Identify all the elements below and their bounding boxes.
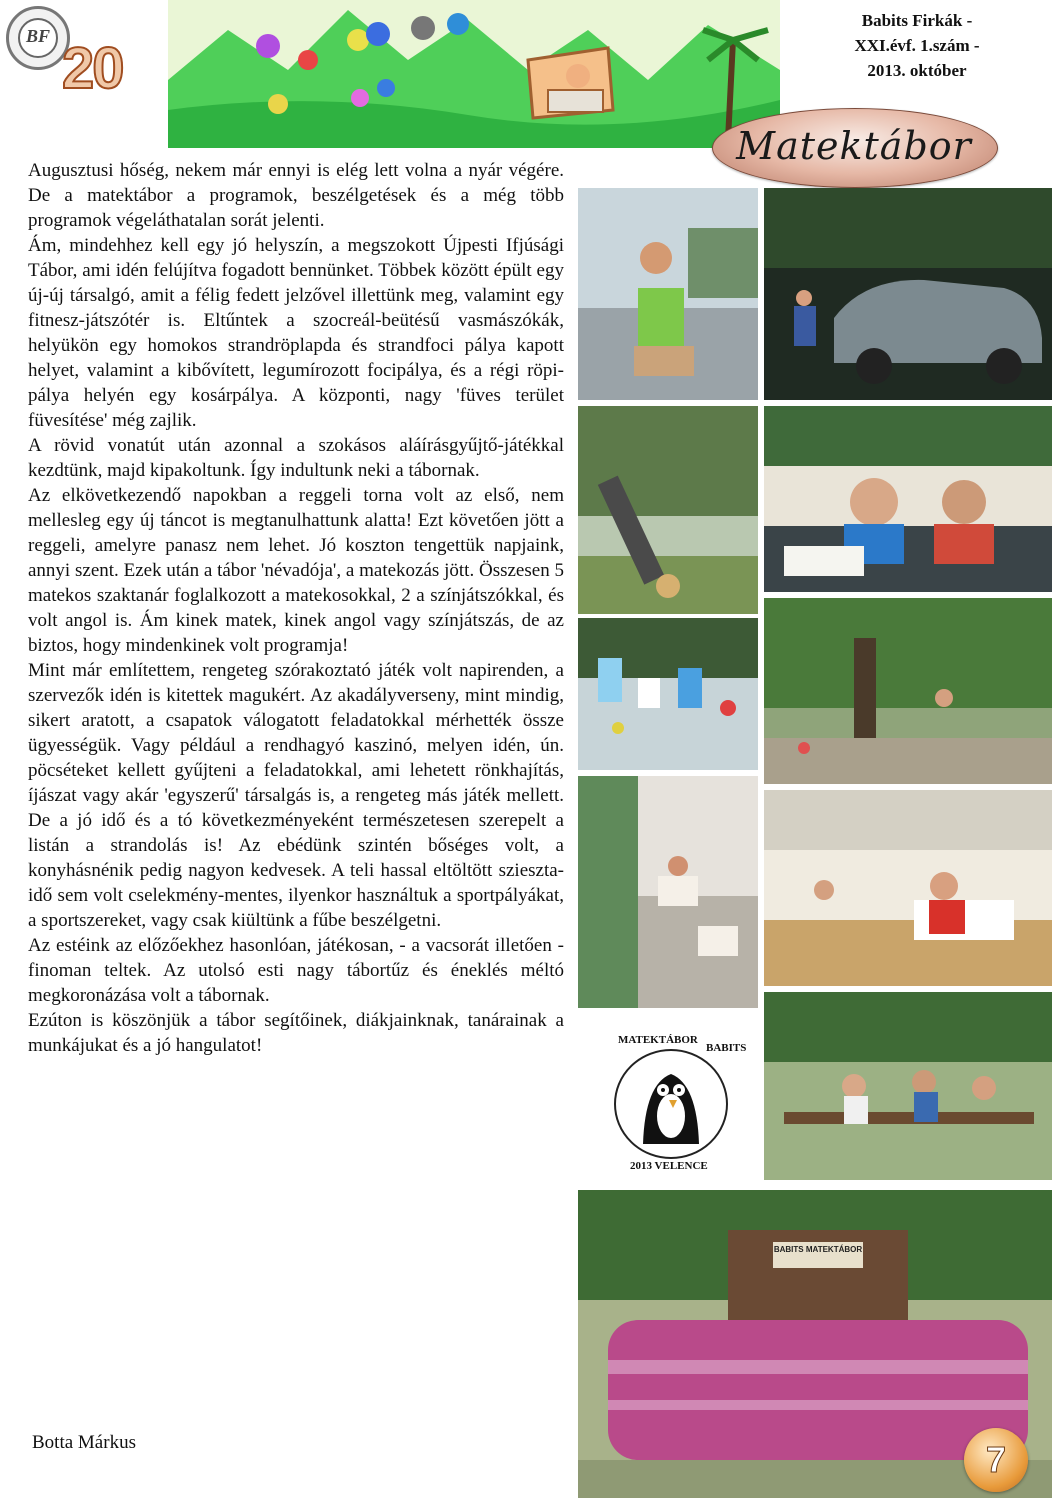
article-paragraph: A rövid vonatút után azonnal a szokásos aláírásgyűjtő-játékkal kezdtünk, majd kipakoltunk. Így indultunk neki a tábornak. — [28, 435, 564, 481]
group-photo-sign: BABITS MATEKTÁBOR — [773, 1245, 863, 1254]
article-paragraph: Augusztusi hőség, nekem már ennyi is elég lett volna a nyár végére. De a matektábor a programok, beszélgetések és a még több programok végeláthatalan sorát jelenti. — [28, 160, 564, 231]
article-author: Botta Márkus — [32, 1432, 136, 1453]
section-title: Matektábor — [736, 124, 972, 168]
page-number-badge — [964, 1428, 1028, 1492]
anniversary-number: 20 — [62, 36, 123, 101]
masthead — [792, 8, 1042, 83]
article-paragraph: Ám, mindehhez kell egy jó helyszín, a megszokott Újpesti Ifjúsági Tábor, ami idén felújítva fogadott bennünket. Többek között épült egy új-új társalgó, amit a félig fedett jelzővel illettünk meg, valamint egy fitnesz-játszótér is. Eltűntek a szocreál-beütésű vasmászókák, helyükön egy homokos strandröplapda és strandfoci pálya kapott helyet, valamint a kibővített, legumírozott focipálya, és a régi röpi-pálya helyén egy kosárpálya. A központi, nagy 'füves terület füvesítése' még zajlik. — [28, 235, 564, 431]
emblem-text-right: BABITS — [706, 1042, 747, 1054]
photo-students-writing — [764, 406, 1052, 592]
photo-indoor-room — [764, 790, 1052, 986]
article-body — [28, 158, 564, 1058]
article-paragraph: Az elkövetkezendő napokban a reggeli torna volt az első, nem mellesleg egy új táncot is megtanulhattunk alatta! Ezt követően jött a reggeli, amelyre panasz nem lehet. Jó koszton tengettük napjaink, annyi szent. Ezek után a tábor 'névadója', a matekozás jött. Összesen 5 matekos szaktanár foglalkozott a matekosokkal, 2 a színjátszókkal, és volt angol is. Ám kinek matek, kinek angol vagy színjátszás, de az biztos, hogy mindenkinek volt programja! — [28, 485, 564, 656]
masthead-line-1: Babits Firkák - — [861, 11, 973, 30]
photo-outdoor-desks — [578, 776, 758, 1008]
photo-handstand — [578, 406, 758, 614]
photo-trees-swing — [764, 598, 1052, 784]
masthead-line-2: XXI.évf. 1.szám - — [854, 36, 980, 55]
page-number: 7 — [985, 1439, 1007, 1480]
masthead-line-3: 2013. október — [867, 61, 967, 80]
photo-blindfolded-boy — [578, 188, 758, 400]
article-paragraph: Mint már említettem, rengeteg szórakoztató játék volt napirenden, a szervezők idén is kitettek magukért. Az akadályverseny, mint mindig, sikert aratott, a csapatok válogatott feladatokkal mérhették össze ügyességük. Vagy például a rendhagyó kaszinó, melyen idén, ún. pöcséteket kellett gyűjteni a feladatokkal, ami lehetett rönkhajítás, íjászat vagy akár 'egyszerű' társalgás is, a rengeteg más játék mellett. De a jó idő és a tó következményeként természetesen szerepelt a listán a strandolás is! Az ebédünk szintén bőséges volt, a konyhásnénik pedig nagyon kedvesek. A teli hassal eltöltött sziesztа-idő sem volt cselekmény-mentes, ilyenkor használtuk a sportpályákat, a sportszereket, vagy csak kiültünk a fűbe beszélgetni. — [28, 660, 564, 931]
header-banner-illustration — [168, 0, 780, 148]
emblem-text-top: MATEKTÁBOR — [618, 1034, 698, 1046]
article-paragraph: Ezúton is köszönjük a tábor segítőinek, diákjainknak, tanárainak a munkájukat és a jó hangulatot! — [28, 1010, 564, 1056]
article-paragraph: Az estéink az előzőekhez hasonlóan, játékosan, - a vacsorát illetően - finoman teltek. Az utolsó esti nagy tábortűz és éneklés méltó megkoronázása volt a tábornak. — [28, 935, 564, 1006]
photo-craft-table — [578, 618, 758, 770]
school-logo-letters: BF — [25, 26, 50, 46]
photo-pushing-car — [764, 188, 1052, 400]
emblem-text-bottom: 2013 VELENCE — [630, 1160, 708, 1172]
photo-benches — [764, 992, 1052, 1180]
